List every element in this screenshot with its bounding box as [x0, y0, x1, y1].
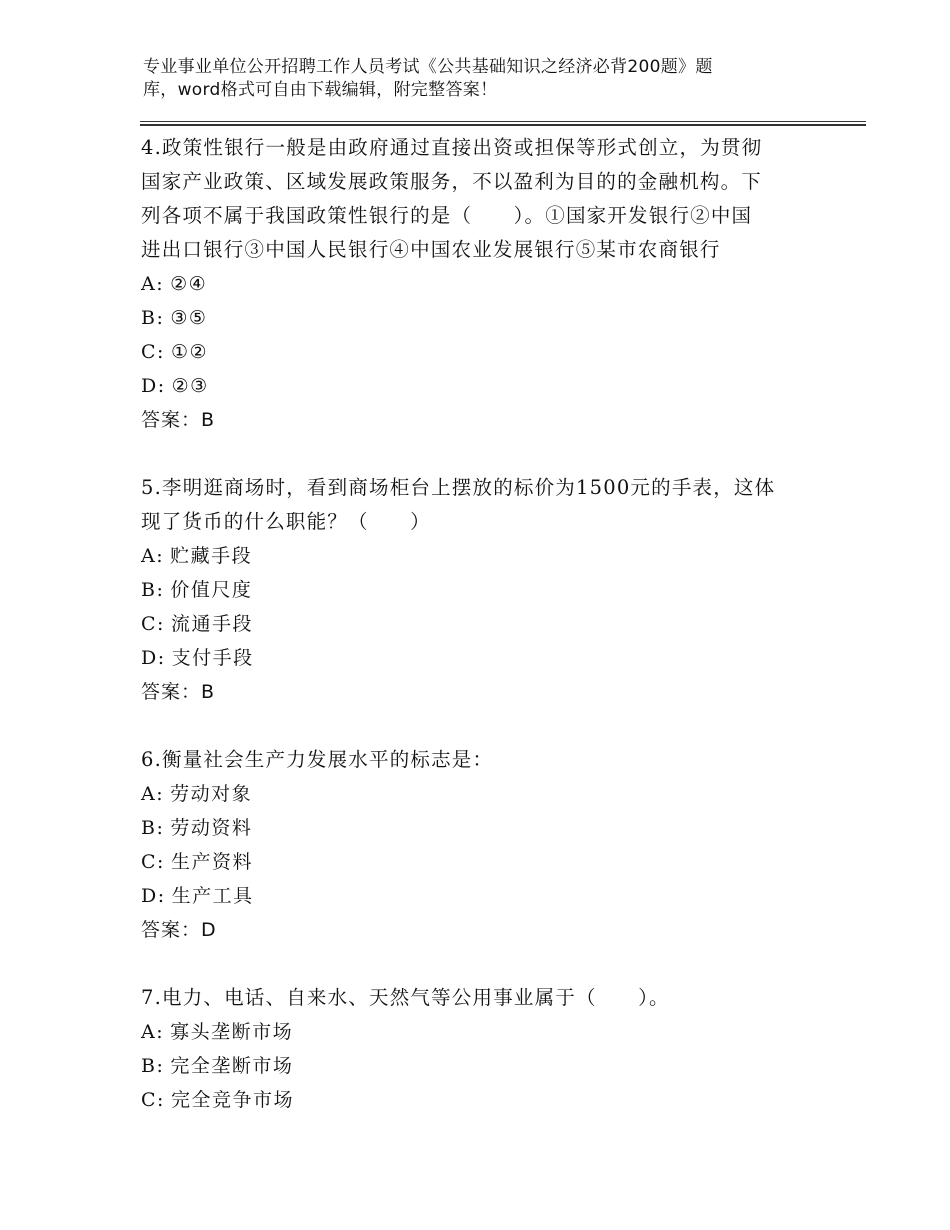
- option-a: [141, 267, 821, 301]
- option-text: 价值尺度: [170, 579, 253, 601]
- option-letter: C:: [141, 1089, 165, 1111]
- question-5: [141, 471, 821, 709]
- option-letter: C:: [141, 341, 165, 363]
- question-text-line: 4.政策性银行一般是由政府通过直接出资或担保等形式创立，为贯彻: [141, 136, 763, 159]
- question-text-line: 5.李明逛商场时，看到商场柜台上摆放的标价为1500元的手表，这体: [141, 476, 776, 499]
- option-text: 贮藏手段: [170, 545, 253, 567]
- option-letter: B:: [141, 307, 165, 329]
- question-text-line: 进出口银行③中国人民银行④中国农业发展银行⑤某市农商银行: [141, 238, 721, 261]
- option-c: [141, 335, 821, 369]
- option-text: 劳动资料: [170, 817, 253, 839]
- option-b: [141, 573, 821, 607]
- header-line-2: 库，word格式可自由下载编辑，附完整答案！: [143, 80, 498, 100]
- header-line-1: 专业事业单位公开招聘工作人员考试《公共基础知识之经济必背200题》题: [143, 57, 713, 77]
- question-list: [141, 131, 821, 1151]
- option-d: [141, 641, 821, 675]
- option-letter: D:: [141, 647, 166, 669]
- option-letter: D:: [141, 885, 166, 907]
- option-letter: B:: [141, 817, 165, 839]
- option-text: 流通手段: [170, 613, 253, 635]
- option-letter: A:: [141, 545, 165, 567]
- header-divider-thick: [140, 124, 866, 126]
- option-text: 完全垄断市场: [170, 1055, 294, 1077]
- option-c: [141, 845, 821, 879]
- option-letter: B:: [141, 579, 165, 601]
- option-a: [141, 777, 821, 811]
- option-text: 劳动对象: [170, 783, 253, 805]
- option-text: 生产资料: [170, 851, 253, 873]
- answer-line: 答案：B: [141, 409, 216, 431]
- option-text: 生产工具: [171, 885, 254, 907]
- option-text: 寡头垄断市场: [170, 1021, 294, 1043]
- option-letter: D:: [141, 375, 166, 397]
- question-text-line: 现了货币的什么职能？（ ）: [141, 510, 431, 533]
- option-d: [141, 879, 821, 913]
- question-text-line: 国家产业政策、区域发展政策服务，不以盈利为目的的金融机构。下: [141, 170, 763, 193]
- option-letter: A:: [141, 1021, 165, 1043]
- option-a: [141, 1015, 821, 1049]
- option-letter: C:: [141, 613, 165, 635]
- option-b: [141, 301, 821, 335]
- header-divider-thin: [140, 121, 866, 122]
- option-c: [141, 607, 821, 641]
- document-header: [143, 56, 783, 102]
- question-text-line: 6.衡量社会生产力发展水平的标志是：: [141, 748, 494, 771]
- option-letter: A:: [141, 783, 165, 805]
- option-letter: B:: [141, 1055, 165, 1077]
- option-text: ③⑤: [170, 307, 208, 329]
- option-letter: C:: [141, 851, 165, 873]
- question-7: [141, 981, 821, 1117]
- question-6: [141, 743, 821, 947]
- option-b: [141, 1049, 821, 1083]
- option-d: [141, 369, 821, 403]
- option-text: 完全竞争市场: [170, 1089, 294, 1111]
- question-4: [141, 131, 821, 437]
- option-a: [141, 539, 821, 573]
- question-text-line: 7.电力、电话、自来水、天然气等公用事业属于（ ）。: [141, 986, 670, 1009]
- option-letter: A:: [141, 273, 165, 295]
- question-text-line: 列各项不属于我国政策性银行的是（ ）。①国家开发银行②中国: [141, 204, 753, 227]
- option-c: [141, 1083, 821, 1117]
- option-b: [141, 811, 821, 845]
- option-text: ②③: [171, 375, 209, 397]
- answer-line: 答案：B: [141, 681, 216, 703]
- option-text: 支付手段: [171, 647, 254, 669]
- option-text: ①②: [170, 341, 209, 363]
- answer-line: 答案：D: [141, 919, 217, 941]
- option-text: ②④: [170, 273, 208, 295]
